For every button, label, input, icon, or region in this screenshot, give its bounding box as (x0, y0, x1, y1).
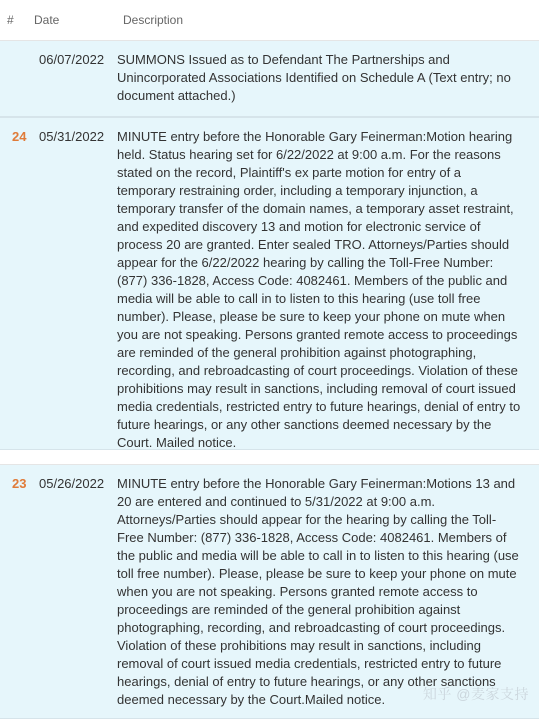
column-header-number: # (7, 13, 14, 27)
docket-row (0, 465, 539, 719)
docket-number[interactable]: 24 (12, 129, 27, 144)
table-header (0, 0, 539, 41)
docket-date: 05/26/2022 (39, 476, 105, 491)
docket-description: MINUTE entry before the Honorable Gary Feinerman:Motion hearing held. Status hearing set for 6/22/2022 at 9:00 a.m. For the reasons stated on the record, Plaintiff's ex parte motion for entry of a temporary restraining order, including a temporary injunction, a temporary transfer of the domain names, a temporary asset restraint, and expedited discovery 13 and motion for electronic service of process 20 are granted. Enter sealed TRO. Attorneys/Parties should appear for the 6/22/2022 hearing by calling the Toll-Free Number: (877) 336-1828, Access Code: 4082461. Members of the public and media will be able to call in to listen to this hearing (use toll free number). Please, please be sure to keep your phone on mute when you are not speaking. Persons granted remote access to proceedings are reminded of the general prohibition against photographing, recording, and rebroadcasting of court proceedings. Violation of these prohibitions may result in sanctions, including removal of court issued media credentials, restricted entry to future hearings, denial of entry to future hearings, or any other sanctions deemed necessary by the Court. Mailed notice. (117, 129, 521, 450)
column-header-description: Description (123, 13, 184, 27)
docket-description: SUMMONS Issued as to Defendant The Partnerships and Unincorporated Associations Identified on Schedule A (Text entry; no document attached.) (117, 52, 511, 103)
docket-date: 05/31/2022 (39, 129, 105, 144)
row-separator (0, 450, 539, 465)
docket-row (0, 117, 539, 450)
docket-row (0, 41, 539, 117)
watermark: 知乎 @麦家支持 (422, 686, 529, 702)
docket-description: MINUTE entry before the Honorable Gary Feinerman:Motions 13 and 20 are entered and continued to 5/31/2022 at 9:00 a.m. Attorneys/Parties should appear for the hearing by calling the Toll-Free Number: (877) 336-1828, Access Code: 4082461. Members of the public and media will be able to call in to listen to this hearing (use toll free number). Please, please be sure to keep your phone on mute when you are not speaking. Persons granted remote access to proceedings are reminded of the general prohibition against photographing, recording, and rebroadcasting of court proceedings. Violation of these prohibitions may result in sanctions, including removal of court issued media credentials, restricted entry to future hearings, denial of entry to future hearings, or any other sanctions deemed necessary by the Court.Mailed notice. (117, 476, 519, 707)
docket-number[interactable]: 23 (12, 476, 27, 491)
docket-date: 06/07/2022 (39, 52, 105, 67)
column-header-date: Date (34, 13, 60, 27)
